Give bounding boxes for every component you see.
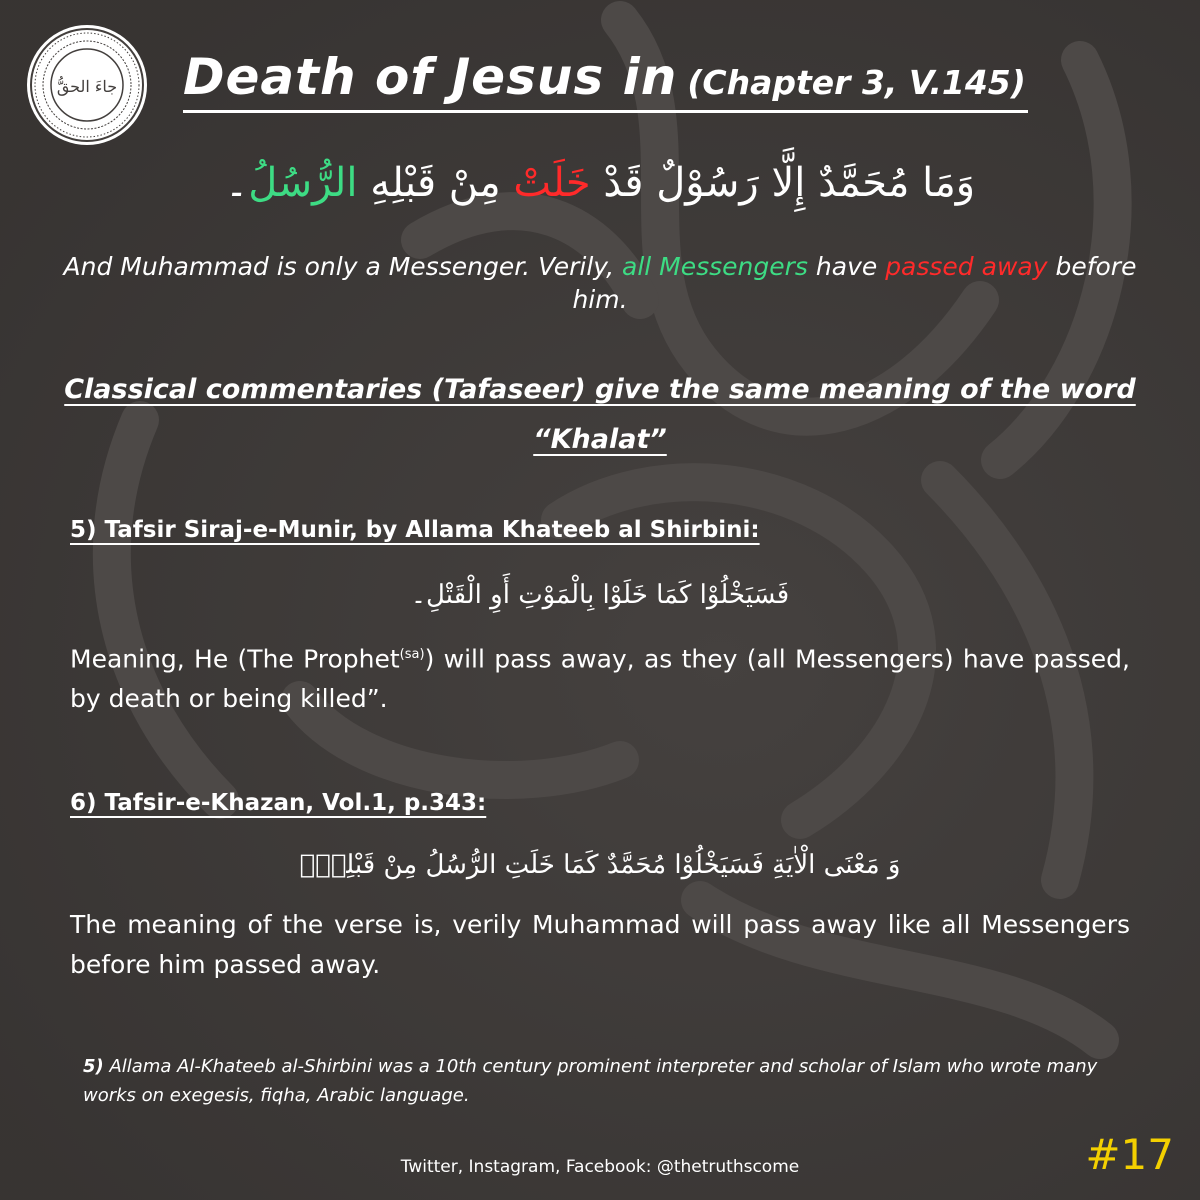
post-number: #17: [1085, 1130, 1174, 1179]
section-arabic-siraj: فَسَيَخْلُوْا كَمَا خَلَوْا بِالْمَوْتِ أَوِ الْقَتْلِ۔: [410, 580, 790, 610]
title-sub: (Chapter 3, V.145): [687, 63, 1026, 102]
footnote: [83, 1052, 1133, 1110]
section-text-siraj: [70, 635, 1130, 719]
section-title-siraj: 5) Tafsir Siraj-e-Munir, by Allama Khateeb al Shirbini:: [70, 517, 760, 543]
verse-en-passed-away: passed away: [885, 252, 1048, 281]
page-title: [183, 48, 1033, 118]
section-arabic-khazan: وَ مَعْنَى الْاٰيَةِ فَسَيَخْلُوْا مُحَمَّدٌ كَمَا خَلَتِ الرُّسُلُ مِنْ قَبْلِهٖ۔: [299, 850, 901, 880]
verse-arabic-khalat: خَلَتْ: [513, 160, 591, 206]
verse-arabic-1: وَمَا مُحَمَّدٌ إِلَّا رَسُوْلٌ قَدْ: [590, 160, 976, 206]
section-title-khazan: 6) Tafsir-e-Khazan, Vol.1, p.343:: [70, 790, 487, 816]
footnote-label: 5): [83, 1056, 104, 1077]
quran-verse-arabic: [150, 160, 1050, 206]
social-footer: Twitter, Instagram, Facebook: @thetruthscome: [400, 1157, 800, 1177]
verse-translation: [60, 250, 1140, 316]
verse-en-all-messengers: all Messengers: [622, 252, 808, 281]
section-heading: Classical commentaries (Tafaseer) give the same meaning of the word “Khalat”: [64, 374, 1136, 455]
title-main: Death of Jesus in: [183, 48, 678, 106]
title-underline: [183, 110, 1028, 113]
verse-en-5: before him.: [572, 252, 1137, 314]
verse-arabic-3: مِنْ قَبْلِهِ: [357, 160, 514, 206]
verse-en-1: And Muhammad is only a Messenger. Verily,: [63, 252, 623, 281]
siraj-text-b: ) will pass away, as they (all Messengers) have passed, by death or being killed”.: [70, 644, 1130, 714]
verse-arabic-5: ۔: [224, 160, 249, 206]
verse-en-3: have: [807, 252, 886, 281]
footnote-text: Allama Al-Khateeb al-Shirbini was a 10th century prominent interpreter and scholar of Islam who wrote many works on exegesis, fiqha, Arabic language.: [83, 1056, 1098, 1106]
logo-text: جاءَ الحقُّ: [56, 77, 118, 96]
verse-arabic-rusul: الرُّسُلُ: [248, 160, 358, 206]
siraj-sup: (sa): [399, 647, 425, 662]
section-text-khazan: The meaning of the verse is, verily Muhammad will pass away like all Messengers before him passed away.: [70, 910, 1130, 979]
logo-seal: [24, 22, 150, 148]
siraj-text-a: Meaning, He (The Prophet: [70, 644, 400, 674]
